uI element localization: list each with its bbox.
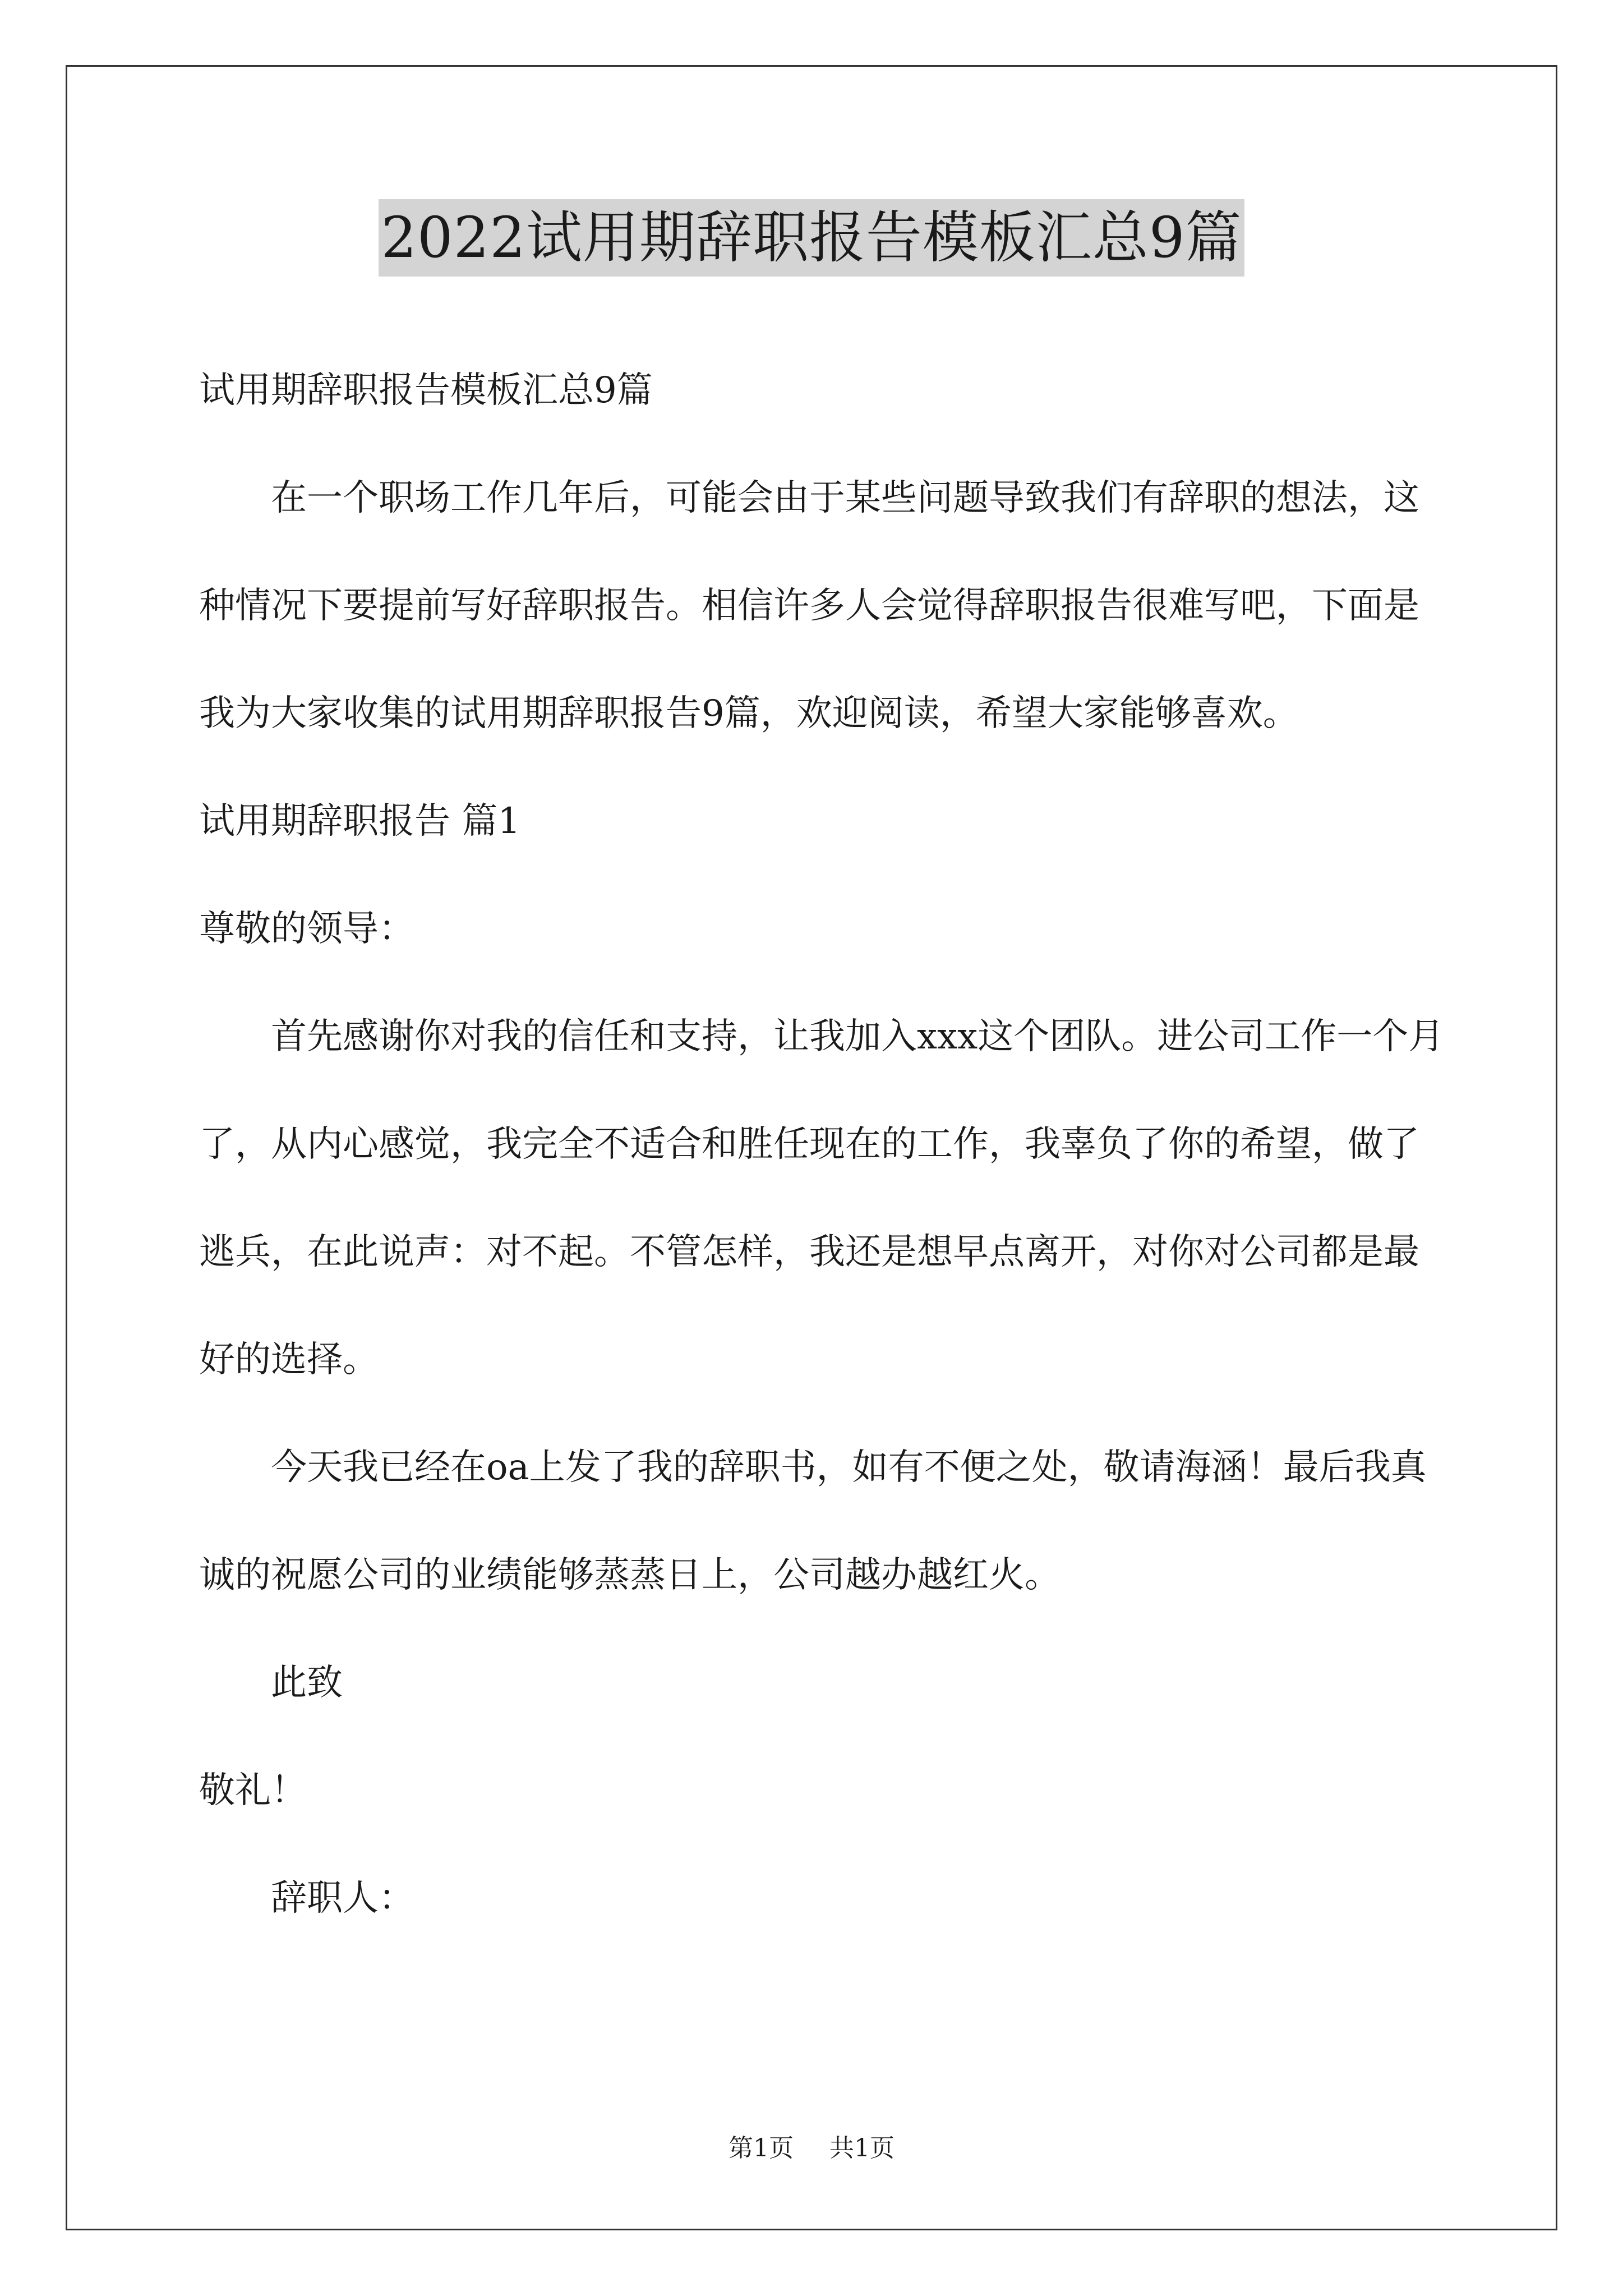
page-number-total: 共1页 bbox=[829, 2134, 895, 2162]
closing-cizhi: 此致 bbox=[271, 1662, 343, 1704]
closing-jingli: 敬礼！ bbox=[199, 1770, 307, 1811]
section-heading: 试用期辞职报告 篇1 bbox=[199, 800, 521, 842]
page-footer bbox=[0, 2132, 1623, 2165]
paragraph-intro: 在一个职场工作几年后，可能会由于某些问题导致我们有辞职的想法，这种情况下要提前写好辞职报告。相信许多人会觉得辞职报告很难写吧，下面是我为大家收集的试用期辞职报告9篇，欢迎阅读，希望大家能够喜欢。 bbox=[199, 477, 1419, 734]
paragraph-body-2: 今天我已经在oa上发了我的辞职书，如有不便之处，敬请海涵！最后我真诚的祝愿公司的业绩能够蒸蒸日上，公司越办越红火。 bbox=[199, 1447, 1427, 1596]
title-container bbox=[0, 199, 1623, 277]
paragraph-subtitle: 试用期辞职报告模板汇总9篇 bbox=[199, 370, 653, 411]
page-number-current: 第1页 bbox=[728, 2134, 794, 2162]
salutation: 尊敬的领导： bbox=[199, 908, 414, 950]
signature-line: 辞职人： bbox=[271, 1878, 414, 1919]
paragraph-body-1: 首先感谢你对我的信任和支持，让我加入xxx这个团队。进公司工作一个月了，从内心感觉，我完全不适合和胜任现在的工作，我辜负了你的希望，做了逃兵，在此说声：对不起。不管怎样，我还是想早点离开，对你对公司都是最好的选择。 bbox=[199, 1016, 1445, 1381]
document-title: 2022试用期辞职报告模板汇总9篇 bbox=[379, 199, 1244, 277]
document-body bbox=[199, 337, 1450, 1952]
